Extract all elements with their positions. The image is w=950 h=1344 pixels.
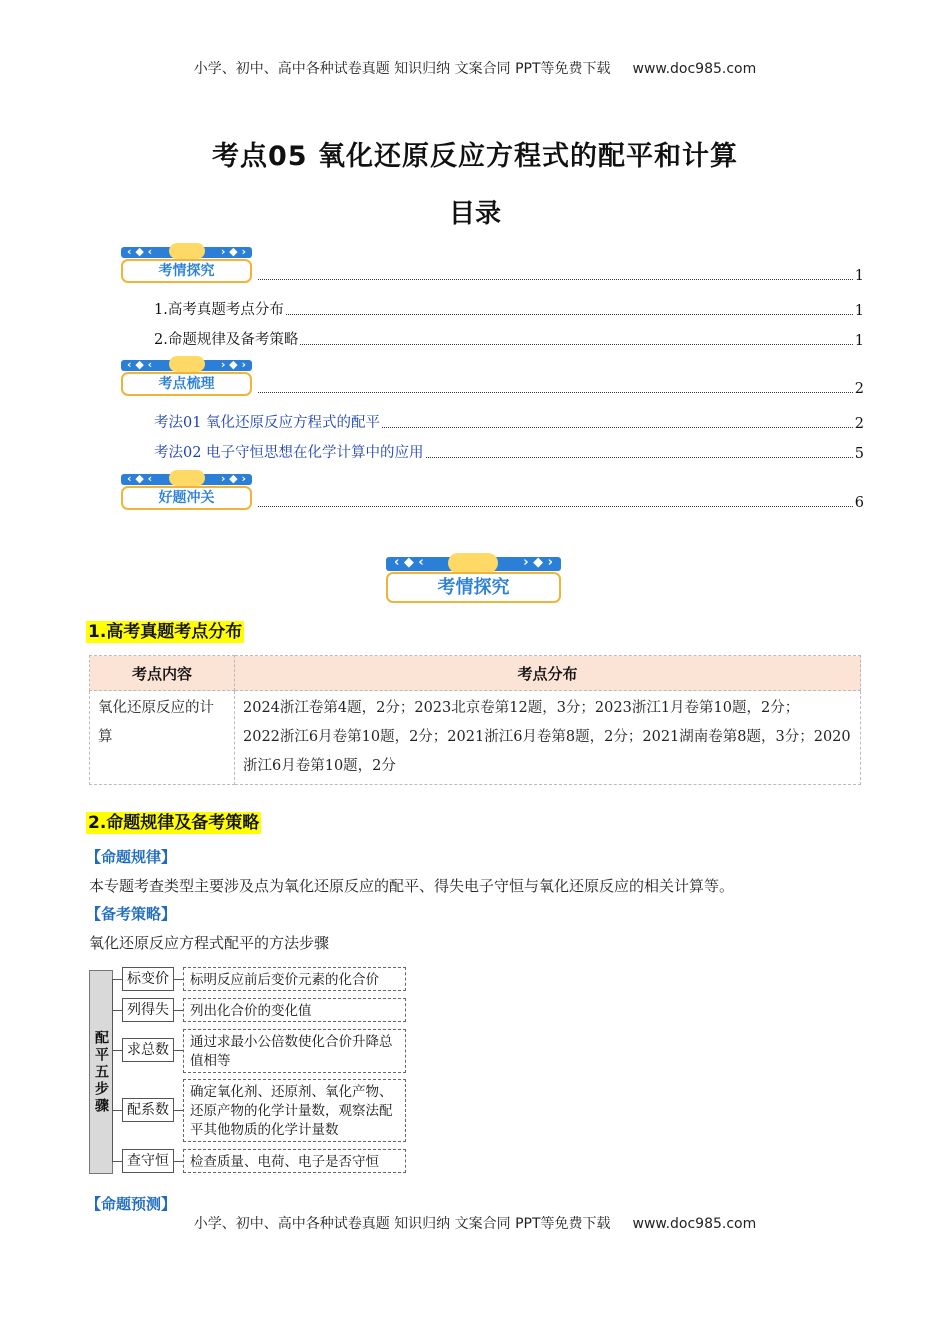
toc-entry[interactable] xyxy=(154,441,864,462)
header-text: 小学、初中、高中各种试卷真题 知识归纳 文案合同 PPT等免费下载 xyxy=(193,61,611,77)
toc-label: 2.命题规律及备考策略 xyxy=(154,332,299,348)
diagram-step-desc: 检查质量、电荷、电子是否守恒 xyxy=(183,1149,406,1173)
badge-label: 考点梳理 xyxy=(121,372,252,396)
table-header: 考点内容 xyxy=(90,656,235,691)
badge-review-toc: ‹ ◆ ‹ › ◆ › 考点梳理 xyxy=(121,360,252,396)
table-row xyxy=(90,691,861,785)
diagram-step: 配系数 xyxy=(122,1098,174,1122)
page-header xyxy=(0,58,950,78)
diagram-root xyxy=(89,970,113,1174)
toc-page: 1 xyxy=(854,303,864,319)
forecast-label: 【命题预测】 xyxy=(86,1195,177,1213)
strategy-label: 【备考策略】 xyxy=(86,905,177,923)
badge-practice-toc: ‹ ◆ ‹ › ◆ › 好题冲关 xyxy=(121,474,252,510)
rule-text: 本专题考查类型主要涉及点为氧化还原反应的配平、得失电子守恒与氧化还原反应的相关计算等。 xyxy=(89,877,735,895)
table-cell-topic: 氧化还原反应的计算 xyxy=(90,691,235,785)
diagram-step-desc: 通过求最小公倍数使化合价升降总值相等 xyxy=(183,1029,406,1073)
page-title: 考点05 氧化还原反应方程式的配平和计算 xyxy=(212,141,738,172)
toc-page: 1 xyxy=(854,333,864,349)
section-heading: 2.命题规律及备考策略 xyxy=(88,813,260,833)
exam-distribution-table xyxy=(89,655,861,785)
toc-entry-exam[interactable] xyxy=(256,268,864,284)
toc-entry-practice[interactable] xyxy=(256,495,864,511)
toc-page: 2 xyxy=(854,381,864,397)
toc-entry[interactable] xyxy=(154,411,864,432)
toc-label: 考法02 电子守恒思想在化学计算中的应用 xyxy=(154,445,424,461)
toc-page: 2 xyxy=(854,416,864,432)
page-footer xyxy=(0,1213,950,1233)
toc-label: 考法01 氧化还原反应方程式的配平 xyxy=(154,415,381,431)
toc-entry[interactable] xyxy=(154,298,864,319)
badge-exam-section: ‹ ◆ ‹ › ◆ › 考情探究 xyxy=(386,557,561,603)
badge-label: 好题冲关 xyxy=(121,486,252,510)
section-heading: 1.高考真题考点分布 xyxy=(88,622,243,642)
rule-label: 【命题规律】 xyxy=(86,848,177,866)
table-header: 考点分布 xyxy=(235,656,861,691)
distribution-line: 2024浙江卷第4题，2分；2023北京卷第12题，3分；2023浙江1月卷第10题，2分； xyxy=(243,700,800,716)
diagram-step-desc: 列出化合价的变化值 xyxy=(183,998,406,1022)
diagram-connector xyxy=(112,979,113,1161)
toc-entry-review[interactable] xyxy=(256,381,864,397)
footer-text: 小学、初中、高中各种试卷真题 知识归纳 文案合同 PPT等免费下载 xyxy=(193,1216,611,1232)
diagram-step: 标变价 xyxy=(122,967,174,991)
distribution-line: 2022浙江6月卷第10题，2分；2021浙江6月卷第8题，2分；2021湖南卷第8题，3分；2020浙江6月卷第10题，2分 xyxy=(243,729,851,774)
toc-title: 目录 xyxy=(448,199,501,229)
badge-label: 考情探究 xyxy=(121,259,252,283)
diagram-step: 列得失 xyxy=(122,998,174,1022)
toc-page: 1 xyxy=(854,268,864,284)
footer-url[interactable]: www.doc985.com xyxy=(632,1216,757,1232)
diagram-root-label: 配平五步骤 xyxy=(93,1029,109,1115)
diagram-step: 求总数 xyxy=(122,1038,174,1062)
badge-exam-toc: ‹ ◆ ‹ › ◆ › 考情探究 xyxy=(121,247,252,283)
toc-page: 5 xyxy=(854,446,864,462)
toc-entry[interactable] xyxy=(154,328,864,349)
header-url[interactable]: www.doc985.com xyxy=(632,61,757,77)
badge-label: 考情探究 xyxy=(386,572,561,603)
diagram-step-desc: 确定氧化剂、还原剂、氧化产物、还原产物的化学计量数，观察法配平其他物质的化学计量数 xyxy=(183,1079,406,1142)
diagram-step: 查守恒 xyxy=(122,1149,174,1173)
toc-label: 1.高考真题考点分布 xyxy=(154,302,284,318)
toc-page: 6 xyxy=(854,495,864,511)
strategy-text: 氧化还原反应方程式配平的方法步骤 xyxy=(89,934,330,952)
table-cell-distribution xyxy=(235,691,861,785)
diagram-step-desc: 标明反应前后变价元素的化合价 xyxy=(183,967,406,991)
